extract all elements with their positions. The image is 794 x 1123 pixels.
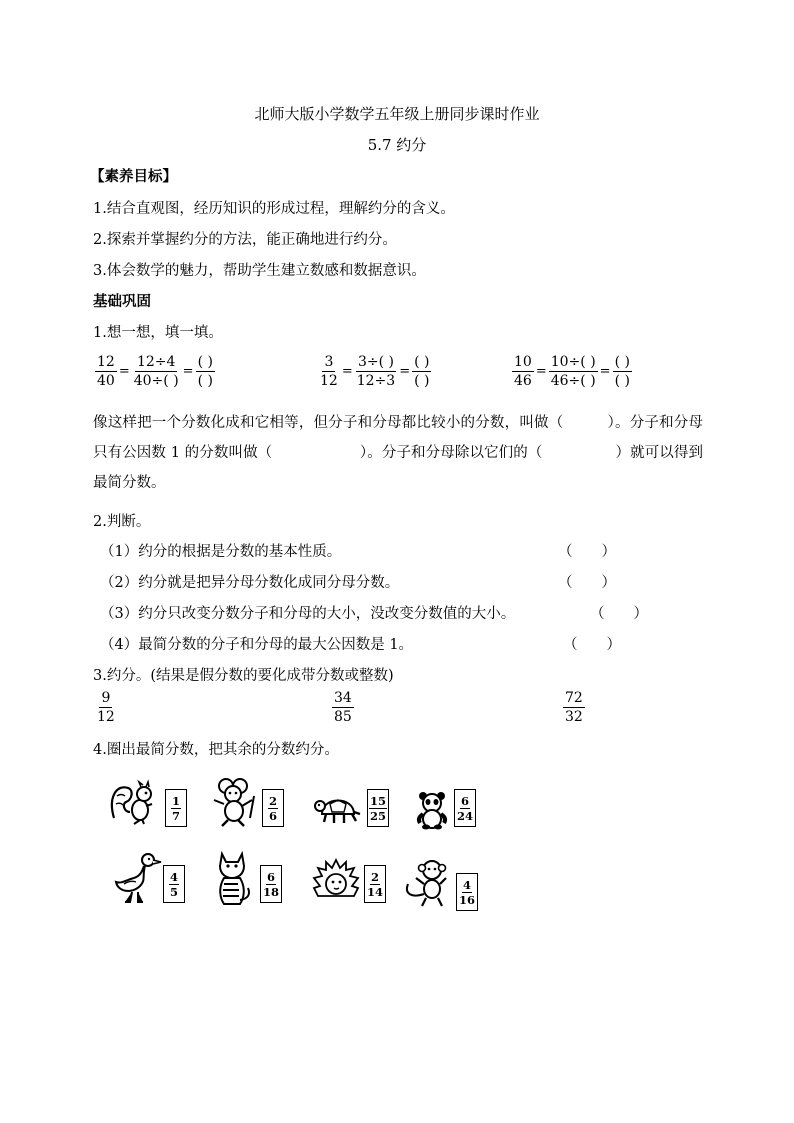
fraction-card-7[interactable]: 2 14: [364, 865, 386, 903]
fraction: $\frac{12\div 4}{40\div( )}$: [133, 354, 179, 389]
monkey-icon: [402, 858, 454, 910]
worksheet-title: 北师大版小学数学五年级上册同步课时作业: [254, 105, 540, 123]
mouse-icon: [210, 776, 260, 830]
q1-label: 1.想一想，填一填。: [93, 325, 223, 341]
hedgehog-icon: [312, 858, 360, 904]
q3-fraction-2[interactable]: $\frac{34}{85}$: [334, 690, 352, 725]
judge-item-3: （3）约分只改变分数分子和分母的大小，没改变分数值的大小。: [100, 606, 516, 622]
q3-fraction-1[interactable]: $\frac{9}{12}$: [97, 690, 115, 725]
q4-label: 4.圈出最简分数，把其余的分数约分。: [93, 742, 339, 758]
cat-icon: [210, 850, 256, 908]
turtle-icon: [312, 790, 364, 828]
goals-heading: 【素养目标】: [90, 168, 177, 185]
fraction: $\frac{3}{12}$: [320, 354, 338, 389]
q3-label: 3.约分。(结果是假分数的要化成带分数或整数): [93, 668, 394, 684]
judge-item-2: （2）约分就是把异分母分数化成同分母分数。: [100, 575, 400, 591]
fraction: $\frac{3\div( )}{12\div 3}$: [356, 354, 396, 389]
equation-3: $\frac{10}{46}$ = $\frac{10\div( )}{46\div( )}$ = $\frac{( )}{( )}$: [514, 354, 630, 389]
fraction: $\frac{10\div( )}{46\div( )}$: [550, 354, 596, 389]
fraction-card-5[interactable]: 4 5: [163, 865, 185, 903]
fraction-blank[interactable]: $\frac{( )}{( )}$: [197, 354, 213, 389]
fraction-card-1[interactable]: 1 7: [165, 789, 187, 827]
fraction: $\frac{10}{46}$: [514, 354, 532, 389]
fraction: $\frac{12}{40}$: [97, 354, 115, 389]
basics-heading: 基础巩固: [93, 293, 151, 310]
fraction-blank[interactable]: $\frac{( )}{( )}$: [614, 354, 630, 389]
squirrel-icon: [108, 778, 160, 830]
q1-fill-paragraph[interactable]: 像这样把一个分数化成和它相等，但分子和分母都比较小的分数，叫做（ ）。分子和分母只有公因数 1 的分数叫做（ ）。分子和分母除以它们的（ ）就可以得到最简分数。: [93, 415, 703, 491]
panda-icon: [414, 790, 450, 830]
goal-item-3: 3.体会数学的魅力，帮助学生建立数感和数据意识。: [93, 263, 426, 279]
fraction-card-2[interactable]: 2 6: [262, 789, 284, 827]
fraction-card-3[interactable]: 15 25: [367, 789, 389, 827]
duck-icon: [112, 852, 162, 906]
fraction-blank[interactable]: $\frac{( )}{( )}$: [414, 354, 430, 389]
fraction-card-8[interactable]: 4 16: [456, 873, 478, 911]
judge-answer-4[interactable]: （ ）: [563, 637, 621, 653]
q2-label: 2.判断。: [93, 514, 151, 530]
fraction-card-4[interactable]: 6 24: [454, 789, 476, 827]
equation-1: $\frac{12}{40}$ = $\frac{12\div 4}{40\div( )}$ = $\frac{( )}{( )}$: [97, 354, 213, 389]
judge-item-4: （4）最简分数的分子和分母的最大公因数是 1。: [100, 637, 414, 653]
goal-item-1: 1.结合直观图，经历知识的形成过程，理解约分的含义。: [93, 201, 455, 217]
goal-item-2: 2.探索并掌握约分的方法，能正确地进行约分。: [93, 232, 397, 248]
judge-answer-3[interactable]: （ ）: [590, 606, 648, 622]
fraction-card-6[interactable]: 6 18: [260, 865, 282, 903]
judge-answer-1[interactable]: （ ）: [558, 544, 616, 560]
judge-item-1: （1）约分的根据是分数的基本性质。: [100, 544, 342, 560]
q3-fraction-3[interactable]: $\frac{72}{32}$: [565, 690, 583, 725]
lesson-subtitle: 5.7 约分: [367, 136, 427, 154]
equation-2: $\frac{3}{12}$ = $\frac{3\div( )}{12\div 3}$ = $\frac{( )}{( )}$: [320, 354, 430, 389]
judge-answer-2[interactable]: （ ）: [558, 575, 616, 591]
